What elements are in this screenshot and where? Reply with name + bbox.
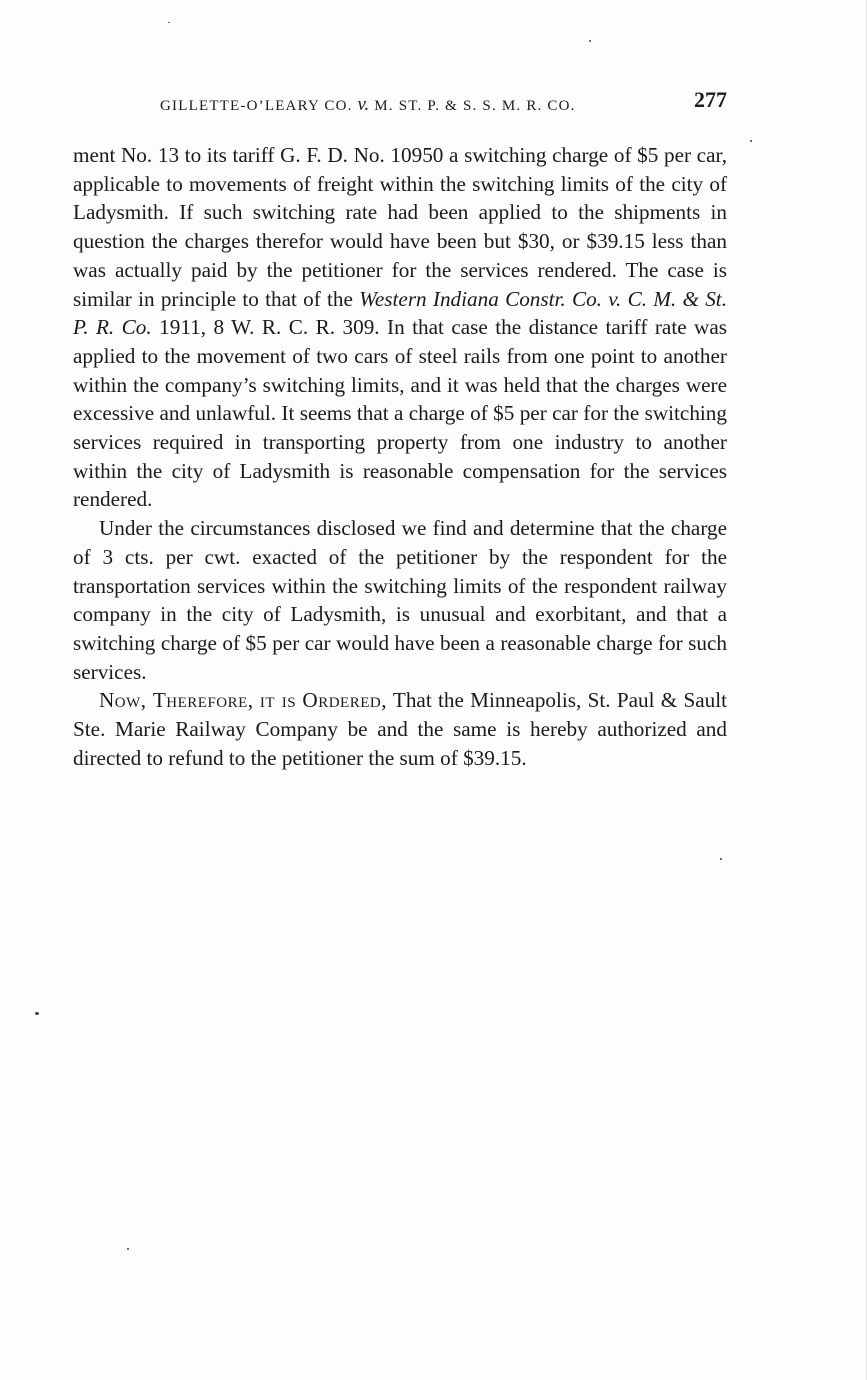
- page-number: 277: [694, 87, 727, 112]
- running-head-versus: v.: [357, 94, 370, 115]
- scan-speck: [750, 140, 752, 142]
- paragraph-1: [73, 141, 727, 514]
- scan-speck: [127, 1248, 129, 1250]
- paragraph-2: Under the circumstances disclosed we find and determine that the charge of 3 cts. per cwt. exacted of the petitioner by the respondent for the transportation services within the switching limits of the respondent railway company in the city of Ladysmith, is unusual and exorbitant, and that a switching charge of $5 per car would have been a reasonable charge for such services.: [73, 516, 727, 684]
- scan-speck: [589, 40, 591, 42]
- paragraph-1-text-b: 1911, 8 W. R. C. R. 309. In that case the distance tariff rate was applied to the movement of two cars of steel rails from one point to another within the company’s switching limits, and it was held that the charges were excessive and unlawful. It seems that a charge of $5 per car for the switching services required in transporting property from one industry to another within the city of Ladysmith is reasonable compensation for the services rendered.: [73, 315, 728, 512]
- order-ordered: Ordered,: [302, 688, 388, 713]
- paragraph-3-order: [73, 686, 727, 772]
- scan-speck: [168, 22, 170, 23]
- running-head: [160, 94, 576, 116]
- running-head-parties-left: GILLETTE-O’LEARY CO.: [160, 98, 353, 114]
- body-text: [73, 141, 727, 772]
- scan-speck: [720, 858, 722, 860]
- order-text: That the Minneapolis, St. Paul & Sault Ste. Marie Railway Company be and the same is hereby authorized and directed to refund to the petitioner the sum of $39.15.: [73, 688, 728, 770]
- order-now: Now,: [99, 688, 147, 713]
- case-citation-name: Western Indiana Constr. Co. v. C. M. & St. P. R. Co.: [73, 286, 727, 340]
- page-header: [72, 86, 727, 118]
- scan-speck: [35, 1012, 39, 1015]
- order-therefore: Therefore,: [152, 688, 254, 713]
- order-it-is: it is: [259, 688, 297, 713]
- paragraph-1-text-a: ment No. 13 to its tariff G. F. D. No. 10950 a switching charge of $5 per car, applicable to movements of freight within the switching limits of the city of Ladysmith. If such switching rate had been applied to the shipments in question the charges therefor would have been but $30, or $39.15 less than was actually paid by the petitioner for the services rendered. The case is similar in principle to that of the: [73, 143, 727, 311]
- running-head-parties-right: M. ST. P. & S. S. M. R. CO.: [374, 98, 576, 114]
